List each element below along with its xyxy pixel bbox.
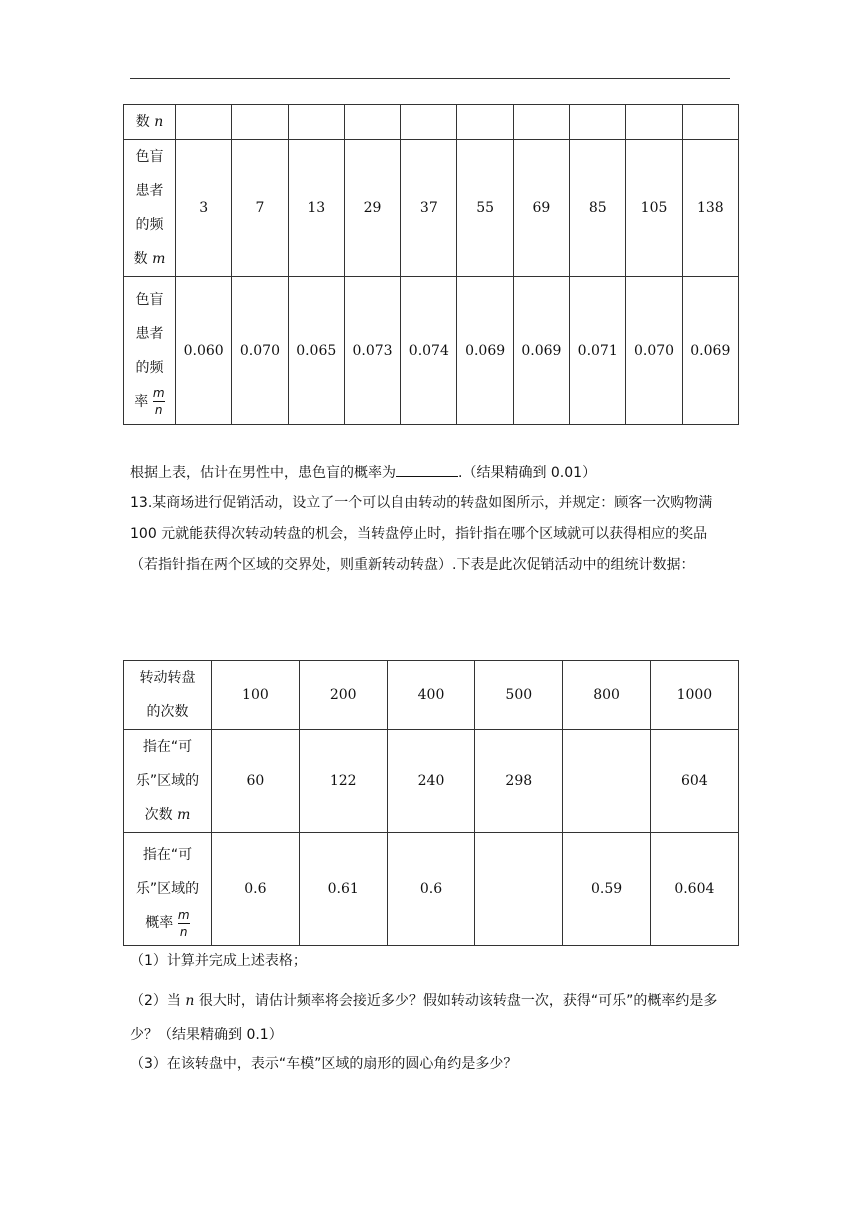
subquestion-1: （1）计算并完成上述表格； xyxy=(130,953,307,969)
color-blind-table xyxy=(123,104,739,425)
table-cell xyxy=(570,105,626,140)
answer-blank xyxy=(396,460,458,477)
row-label-m: 色盲 患者 的频 数 m xyxy=(124,140,176,277)
table-cell: 29 xyxy=(344,140,400,277)
table-cell xyxy=(344,105,400,140)
row-label-n: 数 n xyxy=(124,105,176,140)
table-cell: 200 xyxy=(299,661,387,730)
table-cell xyxy=(626,105,682,140)
spinner-table xyxy=(123,660,739,946)
table-cell: 0.070 xyxy=(232,277,288,425)
question-13-text: 13.某商场进行促销活动，设立了一个可以自由转动的转盘如图所示，并规定：顾客一次购物满 100 元就能获得次转动转盘的机会，当转盘停止时，指针指在哪个区域就可以获得相应的奖品（若指针指在两个区域的交界处，则重新转动转盘）.下表是此次促销活动中的组统计数据： xyxy=(130,495,713,573)
table-row xyxy=(124,277,739,425)
table-cell: 0.6 xyxy=(212,833,300,946)
fraction-m-over-n: $\frac{m}{n}$ xyxy=(152,386,165,417)
table-cell: 240 xyxy=(387,730,475,833)
table-cell xyxy=(232,105,288,140)
table-cell: 0.074 xyxy=(401,277,457,425)
table-cell: 37 xyxy=(401,140,457,277)
table-cell: 500 xyxy=(475,661,563,730)
table-cell xyxy=(176,105,232,140)
table-row xyxy=(124,730,739,833)
table-cell: 3 xyxy=(176,140,232,277)
table-cell xyxy=(457,105,513,140)
table-cell: 55 xyxy=(457,140,513,277)
table-cell: 0.071 xyxy=(570,277,626,425)
header-spins: 转动转盘 的次数 xyxy=(124,661,212,730)
table-row xyxy=(124,105,739,140)
subquestion-2: （2）当 n 很大时，请估计频率将会接近多少？假如转动该转盘一次，获得“可乐”的概率约是多少？（结果精确到 0.1） xyxy=(130,993,718,1043)
table-cell: 0.060 xyxy=(176,277,232,425)
table-cell xyxy=(563,730,651,833)
table-row xyxy=(124,661,739,730)
question-12-conclusion: 根据上表，估计在男性中，患色盲的概率为 .（结果精确到 0.01） xyxy=(130,458,735,488)
table-cell: 138 xyxy=(682,140,738,277)
table-cell: 0.069 xyxy=(457,277,513,425)
row-label-freq: 色盲 患者 的频 率 $\frac{m}{n}$ xyxy=(124,277,176,425)
table-cell: 298 xyxy=(475,730,563,833)
table-row xyxy=(124,833,739,946)
table-cell: 7 xyxy=(232,140,288,277)
table-cell: 13 xyxy=(288,140,344,277)
table-cell: 122 xyxy=(299,730,387,833)
table-cell: 0.59 xyxy=(563,833,651,946)
table-cell: 0.069 xyxy=(513,277,569,425)
header-cola-probability: 指在“可 乐”区域的 概率 $\frac{m}{n}$ xyxy=(124,833,212,946)
table-cell: 69 xyxy=(513,140,569,277)
table-cell: 0.604 xyxy=(650,833,738,946)
header-rule xyxy=(130,78,730,79)
table-cell: 0.070 xyxy=(626,277,682,425)
table-cell: 800 xyxy=(563,661,651,730)
table-cell: 0.6 xyxy=(387,833,475,946)
table-cell xyxy=(513,105,569,140)
table-cell: 105 xyxy=(626,140,682,277)
table-cell: 400 xyxy=(387,661,475,730)
table-cell: 1000 xyxy=(650,661,738,730)
table-cell xyxy=(288,105,344,140)
header-cola-count: 指在“可 乐”区域的 次数 m xyxy=(124,730,212,833)
table-cell xyxy=(682,105,738,140)
table-row xyxy=(124,140,739,277)
table-cell: 100 xyxy=(212,661,300,730)
table-cell: 60 xyxy=(212,730,300,833)
table-cell xyxy=(475,833,563,946)
table-cell: 0.073 xyxy=(344,277,400,425)
table-cell: 85 xyxy=(570,140,626,277)
table-cell: 0.069 xyxy=(682,277,738,425)
fraction-m-over-n: $\frac{m}{n}$ xyxy=(177,907,190,939)
table-cell: 604 xyxy=(650,730,738,833)
table-cell: 0.065 xyxy=(288,277,344,425)
subquestion-3: （3）在该转盘中，表示“车模”区域的扇形的圆心角约是多少？ xyxy=(130,1056,518,1072)
table-cell: 0.61 xyxy=(299,833,387,946)
table-cell xyxy=(401,105,457,140)
